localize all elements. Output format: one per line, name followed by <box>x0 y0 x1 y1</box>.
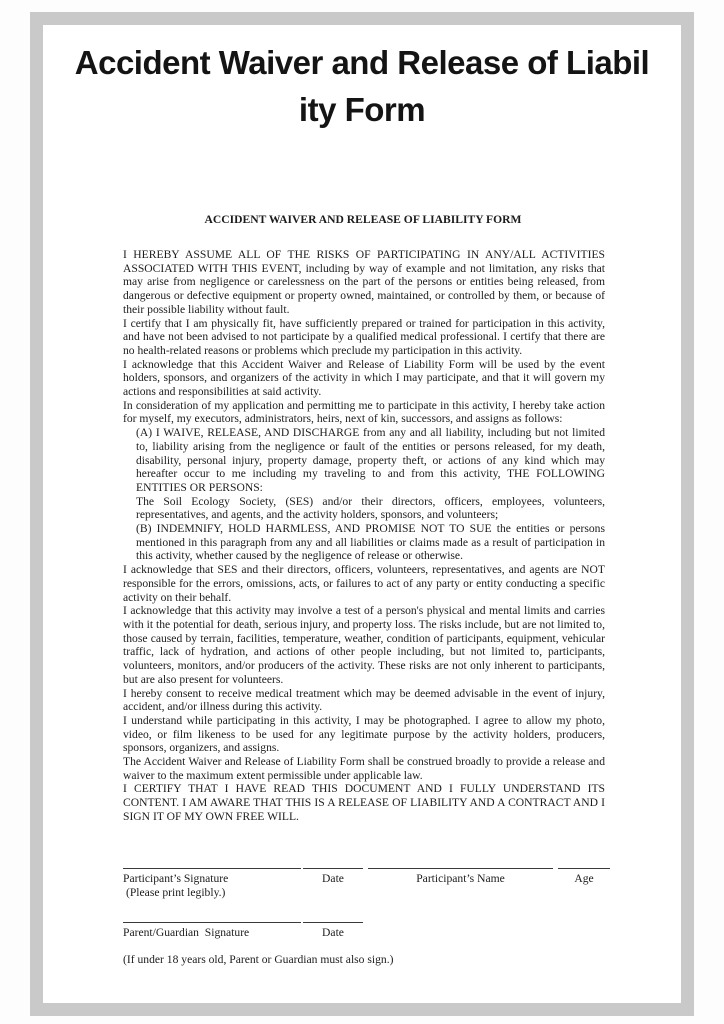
paragraph: I understand while participating in this activity, I may be photographed. I agree to allow my photo, video, or film likeness to be used for any legitimate purpose by the activity holders, producers, sponsors, organizers, and assigns. <box>123 713 605 755</box>
paragraph: I acknowledge that SES and their directors, officers, volunteers, representatives, and agents are NOT responsible for the errors, omissions, acts, or failures to act of any party or entity conducting a specific activity on their behalf. <box>123 563 605 604</box>
signature-section <box>123 868 643 988</box>
paragraph: In consideration of my application and permitting me to participate in this activity, I hereby take action for myself, my executors, administrators, heirs, next of kin, successors, and assigns as follows: <box>123 398 605 426</box>
guardian-signature-field <box>123 922 301 940</box>
participant-signature-line <box>123 868 301 869</box>
participant-name-label: Participant’s Name <box>416 872 505 885</box>
participant-signature-note: (Please print legibly.) <box>126 885 226 899</box>
document-heading: ACCIDENT WAIVER AND RELEASE OF LIABILITY FORM <box>204 213 522 226</box>
paragraph: I certify that I am physically fit, have sufficiently prepared or trained for participation in this activity, and have not been advised to not participate by a qualified medical professional. I certify that there are no health-related reasons or problems which preclude my participation in this activity. <box>123 316 605 357</box>
paragraph: I CERTIFY THAT I HAVE READ THIS DOCUMENT AND I FULLY UNDERSTAND ITS CONTENT. I AM AWARE THAT THIS IS A RELEASE OF LIABILITY AND A CONTRACT AND I SIGN IT OF MY OWN FREE WILL. <box>123 782 605 823</box>
date-label-2: Date <box>322 926 344 939</box>
date-label-1: Date <box>322 872 344 885</box>
paragraph: (A) I WAIVE, RELEASE, AND DISCHARGE from any and all liability, including but not limited to, liability arising from the negligence or fault of the entities or persons released, for my death, disability, personal injury, property damage, property theft, or actions of any kind which may hereafter occur to me including my traveling to and from this activity, THE FOLLOWING ENTITIES OR PERSONS: <box>136 426 605 494</box>
paragraph: I hereby consent to receive medical treatment which may be deemed advisable in the event of injury, accident, and/or illness during this activity. <box>123 686 605 714</box>
document-paragraphs <box>123 248 605 824</box>
form-page <box>30 12 694 1016</box>
paragraph: The Soil Ecology Society, (SES) and/or their directors, officers, employees, volunteers, representatives, and agents, and the activity holders, sponsors, and volunteers; <box>136 494 605 522</box>
participant-name-field <box>368 868 553 886</box>
page-title-line-2: ity Form <box>298 91 426 128</box>
page-title-line-1: Accident Waiver and Release of Liabil <box>74 44 650 81</box>
date-line-2 <box>303 922 363 923</box>
paragraph: I acknowledge that this activity may involve a test of a person's physical and mental limits and carries with it the potential for death, serious injury, and property loss. The risks include, but are not limited to, those caused by terrain, facilities, temperature, weather, condition of participants, equipment, vehicular traffic, lack of hydration, and actions of other people including, but not limited to, participants, volunteers, monitors, and/or producers of the activity. These risks are not only inherent to participants, but are also present for volunteers. <box>123 604 605 686</box>
guardian-signature-label: Parent/Guardian Signature <box>123 926 250 939</box>
paragraph: The Accident Waiver and Release of Liability Form shall be construed broadly to provide a release and waiver to the maximum extent permissible under applicable law. <box>123 755 605 782</box>
guardian-signature-line <box>123 922 301 923</box>
paragraph: I HEREBY ASSUME ALL OF THE RISKS OF PARTICIPATING IN ANY/ALL ACTIVITIES ASSOCIATED WITH THIS EVENT, including by way of example and not limitation, any risks that may arise from negligence or carelessness on the part of the persons or entities being released, from dangerous or defective equipment or property owned, maintained, or controlled by them, or because of their possible liability without fault. <box>123 248 605 316</box>
age-label: Age <box>574 872 594 885</box>
participant-signature-field <box>123 868 301 899</box>
date-field-2 <box>303 922 363 940</box>
paragraph: (B) INDEMNIFY, HOLD HARMLESS, AND PROMISE NOT TO SUE the entities or persons mentioned in this paragraph from any and all liabilities or claims made as a result of participation in this activity, whether caused by the negligence of release or otherwise. <box>136 522 605 563</box>
guardian-note: (If under 18 years old, Parent or Guardian must also sign.) <box>123 953 394 966</box>
page-title <box>43 39 681 133</box>
age-line <box>558 868 610 869</box>
participant-signature-label: Participant’s Signature <box>123 872 229 885</box>
date-field-1 <box>303 868 363 886</box>
date-line-1 <box>303 868 363 869</box>
paragraph: I acknowledge that this Accident Waiver and Release of Liability Form will be used by the event holders, sponsors, and organizers of the activity in which I may participate, and that it will govern my actions and responsibilities at said activity. <box>123 357 605 399</box>
participant-name-line <box>368 868 553 869</box>
age-field <box>558 868 610 886</box>
